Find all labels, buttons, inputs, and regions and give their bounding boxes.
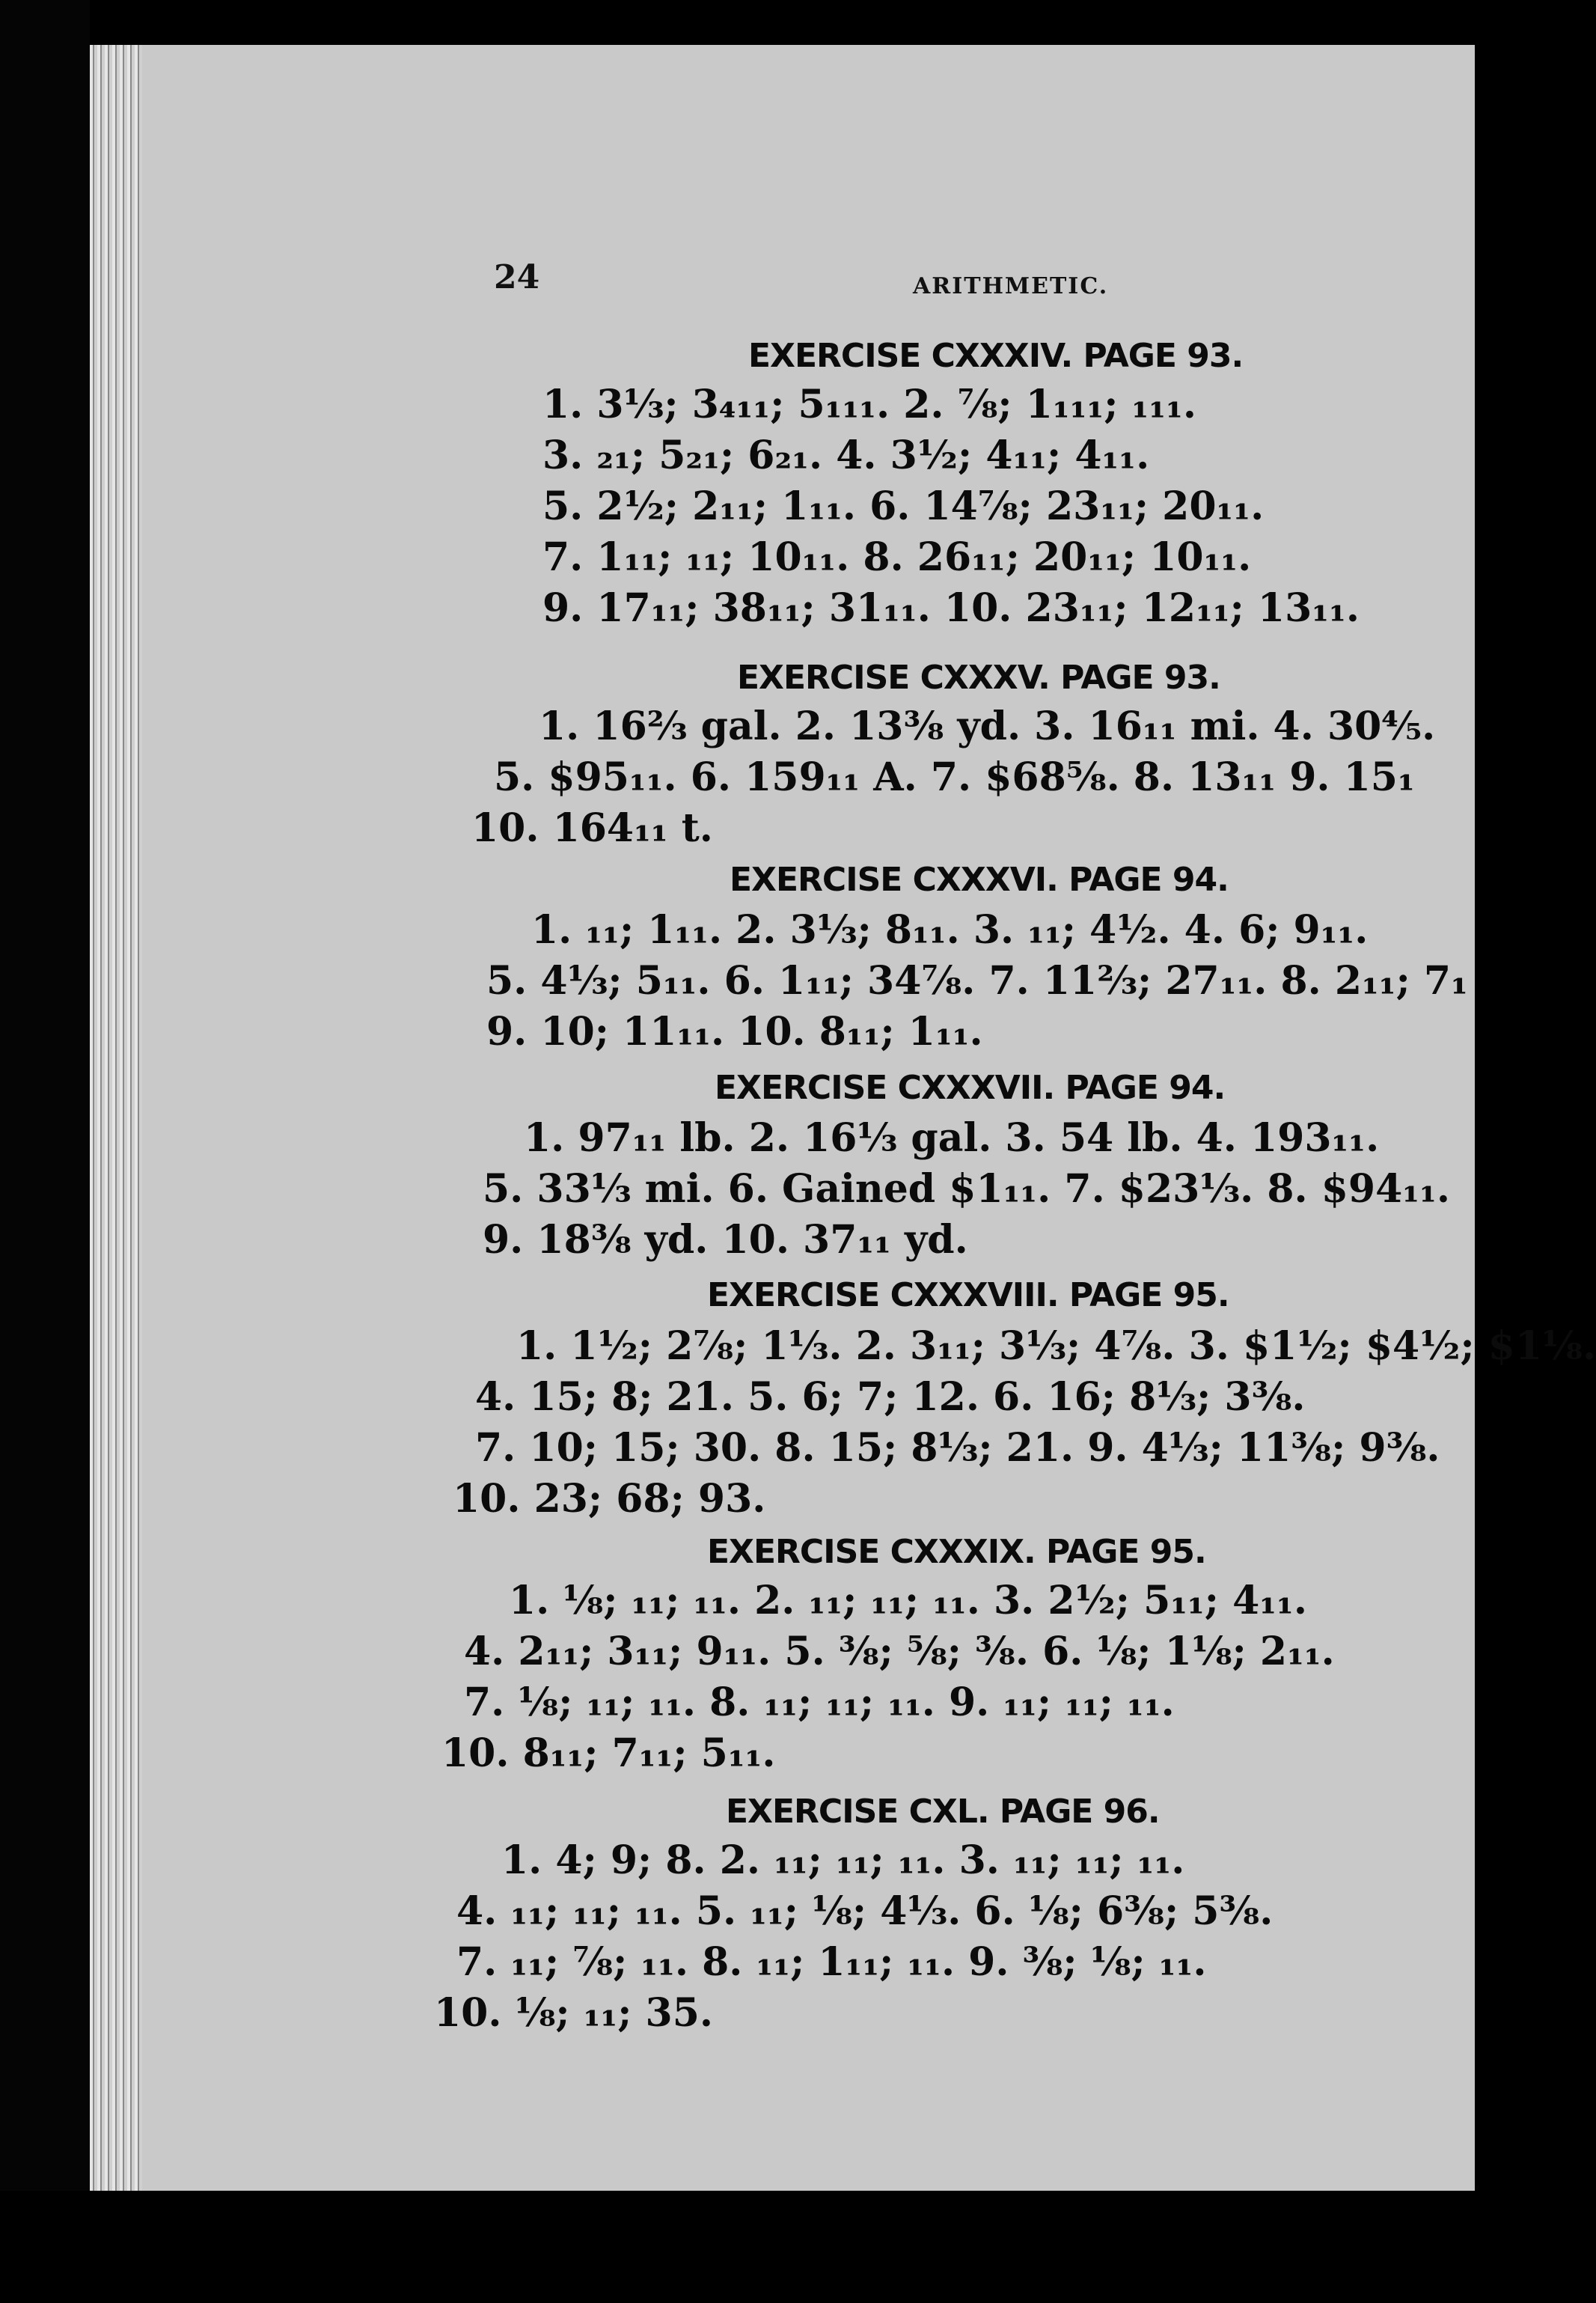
answer-line: 4. 15; 8; 21. 5. 6; 7; 12. 6. 16; 8⅓; 3⅜. [475, 1374, 1306, 1420]
exercise-title: EXERCISE CXL. PAGE 96. [726, 1793, 1160, 1831]
answer-line: 1. ₁₁; 1₁₁. 2. 3⅓; 8₁₁. 3. ₁₁; 4½. 4. 6; 9₁₁. [531, 907, 1369, 953]
running-title: ARITHMETIC. [913, 273, 1109, 299]
answer-line: 1. 3⅓; 3₄₁₁; 5₁₁₁. 2. ⅞; 1₁₁₁; ₁₁₁. [542, 382, 1196, 427]
answer-line: 4. ₁₁; ₁₁; ₁₁. 5. ₁₁; ⅛; 4⅓. 6. ⅛; 6⅜; 5⅜. [456, 1888, 1274, 1934]
answer-line: 9. 10; 11₁₁. 10. 8₁₁; 1₁₁. [486, 1009, 983, 1055]
page-header [494, 258, 1467, 303]
bottom-shadow [0, 2191, 1475, 2303]
answer-line: 5. 33⅓ mi. 6. Gained $1₁₁. 7. $23⅓. 8. $94₁₁. [483, 1166, 1450, 1212]
exercise-title: EXERCISE CXXXIX. PAGE 95. [707, 1533, 1206, 1571]
answer-line: 10. 164₁₁ t. [471, 805, 713, 851]
answer-line: 4. 2₁₁; 3₁₁; 9₁₁. 5. ⅜; ⅝; ⅜. 6. ⅛; 1⅛; 2₁₁. [464, 1629, 1335, 1674]
answer-line: 5. $95₁₁. 6. 159₁₁ A. 7. $68⅝. 8. 13₁₁ 9. 15₁ [494, 754, 1415, 800]
exercise-title: EXERCISE CXXXV. PAGE 93. [737, 659, 1220, 697]
answer-line: 1. 16⅔ gal. 2. 13⅜ yd. 3. 16₁₁ mi. 4. 30⅘. [539, 704, 1436, 749]
page-edges [90, 45, 150, 2193]
answer-line: 10. 23; 68; 93. [453, 1476, 766, 1522]
answer-line: 7. 10; 15; 30. 8. 15; 8⅓; 21. 9. 4⅓; 11⅜; 9⅜. [475, 1425, 1440, 1471]
answer-line: 7. 1₁₁; ₁₁; 10₁₁. 8. 26₁₁; 20₁₁; 10₁₁. [542, 534, 1252, 580]
exercise-title: EXERCISE CXXXVI. PAGE 94. [730, 861, 1229, 899]
answer-line: 1. ⅛; ₁₁; ₁₁. 2. ₁₁; ₁₁; ₁₁. 3. 2½; 5₁₁; 4₁₁. [509, 1578, 1307, 1623]
book-binding [0, 0, 90, 2303]
answer-line: 7. ⅛; ₁₁; ₁₁. 8. ₁₁; ₁₁; ₁₁. 9. ₁₁; ₁₁; ₁₁. [464, 1680, 1175, 1725]
exercise-title: EXERCISE CXXXIV. PAGE 93. [748, 337, 1244, 375]
exercise-title: EXERCISE CXXXVIII. PAGE 95. [707, 1276, 1229, 1314]
answer-line: 5. 2½; 2₁₁; 1₁₁. 6. 14⅞; 23₁₁; 20₁₁. [542, 484, 1265, 529]
answer-line: 10. ⅛; ₁₁; 35. [434, 1990, 714, 2036]
page-number: 24 [494, 258, 540, 296]
answer-line: 7. ₁₁; ⅞; ₁₁. 8. ₁₁; 1₁₁; ₁₁. 9. ⅜; ⅛; ₁₁. [456, 1939, 1207, 1985]
answer-line: 3. ₂₁; 5₂₁; 6₂₁. 4. 3½; 4₁₁; 4₁₁. [542, 433, 1150, 478]
answer-line: 10. 8₁₁; 7₁₁; 5₁₁. [441, 1730, 776, 1776]
answer-line: 9. 18⅜ yd. 10. 37₁₁ yd. [483, 1217, 968, 1263]
answer-line: 1. 4; 9; 8. 2. ₁₁; ₁₁; ₁₁. 3. ₁₁; ₁₁; ₁₁. [501, 1837, 1185, 1883]
answer-line: 1. 97₁₁ lb. 2. 16⅓ gal. 3. 54 lb. 4. 193₁₁. [524, 1115, 1380, 1161]
exercise-title: EXERCISE CXXXVII. PAGE 94. [715, 1069, 1226, 1107]
answer-line: 9. 17₁₁; 38₁₁; 31₁₁. 10. 23₁₁; 12₁₁; 13₁₁. [542, 585, 1360, 631]
answer-line: 1. 1½; 2⅞; 1⅓. 2. 3₁₁; 3⅓; 4⅞. 3. $1½; $4½; $1⅛. [516, 1323, 1596, 1369]
answer-line: 5. 4⅓; 5₁₁. 6. 1₁₁; 34⅞. 7. 11⅔; 27₁₁. 8. 2₁₁; 7₁ [486, 958, 1468, 1004]
